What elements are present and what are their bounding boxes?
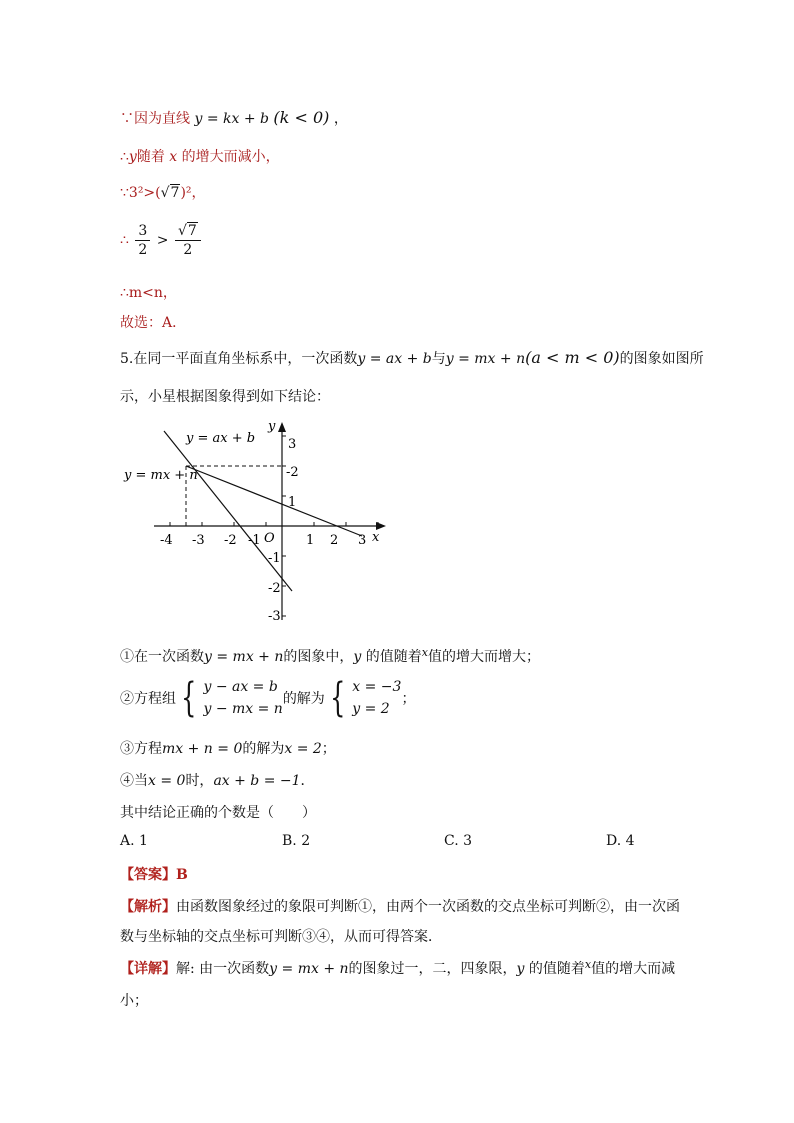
answer-value: B <box>176 867 188 883</box>
math-y: y <box>128 149 137 165</box>
x-tick-label: -3 <box>192 533 205 548</box>
y-tick-label: -2 <box>286 465 299 480</box>
text-and: 与 <box>431 351 446 367</box>
answer-tag: 【答案】 <box>120 867 176 883</box>
y-tick-label: 1 <box>288 495 297 510</box>
equation-2: y − mx = n <box>203 701 283 717</box>
detail-line-1 <box>120 958 675 978</box>
option-d[interactable] <box>606 833 635 849</box>
option-label: B. 2 <box>282 833 311 849</box>
y-tick-label: -1 <box>268 551 281 566</box>
solution-system <box>352 676 401 720</box>
option-label: A. 1 <box>120 833 148 849</box>
punct: ； <box>321 741 336 757</box>
detail-text: 值的增大而减 <box>591 961 676 977</box>
left-brace-icon: { <box>329 675 346 721</box>
text-choose-a: 故选：A． <box>120 315 187 331</box>
option-label: D. 4 <box>606 833 635 849</box>
frac-den: 2 <box>183 242 193 258</box>
conclusion-4 <box>120 770 315 790</box>
line-2 <box>120 146 280 166</box>
math-x: x <box>169 149 178 165</box>
greater-than: > <box>156 232 169 249</box>
analysis-tag: 【解析】 <box>120 899 176 915</box>
y-tick-label: -3 <box>268 609 281 624</box>
conclusion-text: 的解为 <box>242 741 285 757</box>
analysis-line-1 <box>120 896 680 916</box>
question-line-2 <box>120 386 330 406</box>
detail-tag: 【详解】 <box>120 961 176 977</box>
x-axis-label: x <box>372 530 380 545</box>
conclusion-text: 值的增大而增大； <box>427 649 540 665</box>
x-tick-label: 2 <box>330 533 339 548</box>
answer-line <box>120 864 188 884</box>
text-m-less-n: ∴m<n， <box>120 285 177 301</box>
conclusion-2 <box>120 676 415 720</box>
y-tick-label: 3 <box>288 437 297 452</box>
conclusion-text: 的解为 <box>282 691 325 707</box>
equation-system <box>203 676 282 720</box>
question-text: 示，小星根据图象得到如下结论： <box>120 389 330 405</box>
question-text: 5.在同一平面直角坐标系中，一次函数 <box>120 351 358 367</box>
punct: ； <box>401 691 416 707</box>
question-ask <box>120 802 316 822</box>
sqrt-seven: 7 <box>170 185 180 201</box>
question-text: 的图象如图所 <box>619 351 704 367</box>
conclusion-text: ①在一次函数 <box>120 649 204 665</box>
math-y: y <box>516 961 525 977</box>
y-axis-arrow <box>278 422 286 432</box>
math-condition: (k < 0) <box>273 108 330 127</box>
math-x: x <box>584 958 592 971</box>
conclusion-text: 的图象中， <box>283 649 354 665</box>
line-1 <box>120 108 348 128</box>
line-3: ∵3²>(√7)²， <box>120 185 206 201</box>
conclusion-text: ④当 <box>120 773 148 789</box>
function-graph <box>120 408 400 626</box>
detail-text: 解: 由一次函数 <box>176 961 270 977</box>
x-tick-label: -4 <box>160 533 173 548</box>
conclusion-text: ②方程组 <box>120 691 176 707</box>
option-a[interactable] <box>120 833 148 849</box>
line-ax-plus-b <box>164 431 292 591</box>
line-6 <box>120 312 186 332</box>
text-decreasing: 的增大而减小， <box>181 149 280 165</box>
math-func-m: y = mx + n <box>445 351 526 367</box>
y-axis-label: y <box>268 419 276 434</box>
text-compare: ∵3²>( <box>120 185 161 201</box>
left-brace-icon: { <box>181 675 197 721</box>
fraction-sqrt7-half: $\frac{√7}{2}$ <box>175 222 201 259</box>
x-tick-label: -1 <box>248 533 261 548</box>
label-ax-plus-b: y = ax + b <box>186 431 256 446</box>
math-condition: (a < m < 0) <box>525 348 620 367</box>
option-c[interactable] <box>444 833 472 849</box>
option-label: C. 3 <box>444 833 473 849</box>
question-line-1 <box>120 348 704 368</box>
math-func-m: y = mx + n <box>204 649 284 665</box>
analysis-text: 数与坐标轴的交点坐标可判断③④，从而可得答案． <box>120 929 442 945</box>
therefore-symbol: ∴ <box>120 232 129 249</box>
conclusion-text: 时， <box>185 773 214 789</box>
detail-text: 的图象过一，二，四象限， <box>348 961 517 977</box>
option-b[interactable] <box>282 833 310 849</box>
punct: ． <box>300 773 315 789</box>
line-4 <box>120 222 203 259</box>
conclusion-1 <box>120 646 540 666</box>
punct: ， <box>333 111 348 127</box>
math-x: x <box>421 646 428 659</box>
x-tick-label: 1 <box>306 533 315 548</box>
label-mx-plus-n: y = mx + n <box>124 468 198 483</box>
text-squared: )²， <box>180 185 206 201</box>
y-tick-label: -2 <box>268 581 281 596</box>
line-5 <box>120 282 177 302</box>
analysis-text: 由函数图象经过的象限可判断①，由两个一次函数的交点坐标可判断②，由一次函 <box>176 899 680 915</box>
frac-num-sqrt: 7 <box>187 223 197 239</box>
fraction-three-halves <box>135 222 150 259</box>
detail-text: 小； <box>120 993 148 1009</box>
math-line-eq: y = kx + b <box>194 111 269 127</box>
frac-num: 3 <box>135 222 150 241</box>
origin-label: O <box>264 531 275 546</box>
detail-line-2 <box>120 990 148 1010</box>
math-equation: mx + n = 0 <box>162 741 243 757</box>
math-func-m: y = mx + n <box>269 961 349 977</box>
frac-den: 2 <box>138 242 148 258</box>
math-y: y <box>353 649 362 665</box>
conclusion-text: 的值随着 <box>365 649 422 665</box>
question-text: 其中结论正确的个数是（ ） <box>120 805 316 821</box>
analysis-line-2 <box>120 926 442 946</box>
math-solution: x = 2 <box>284 741 322 757</box>
math-func-a: y = ax + b <box>357 351 432 367</box>
text-with: 随着 <box>136 149 165 165</box>
conclusion-3 <box>120 738 336 758</box>
solution-x: x = −3 <box>352 679 402 695</box>
conclusion-text: ③方程 <box>120 741 162 757</box>
text-because: ∵因为直线 <box>120 111 190 127</box>
equation-1: y − ax = b <box>203 679 278 695</box>
x-tick-label: 3 <box>358 533 367 548</box>
math-value: ax + b = −1 <box>213 773 301 789</box>
x-tick-label: -2 <box>224 533 237 548</box>
solution-y: y = 2 <box>352 701 390 717</box>
therefore-symbol: ∴ <box>120 149 129 165</box>
math-condition: x = 0 <box>148 773 186 789</box>
detail-text: 的值随着 <box>528 961 585 977</box>
